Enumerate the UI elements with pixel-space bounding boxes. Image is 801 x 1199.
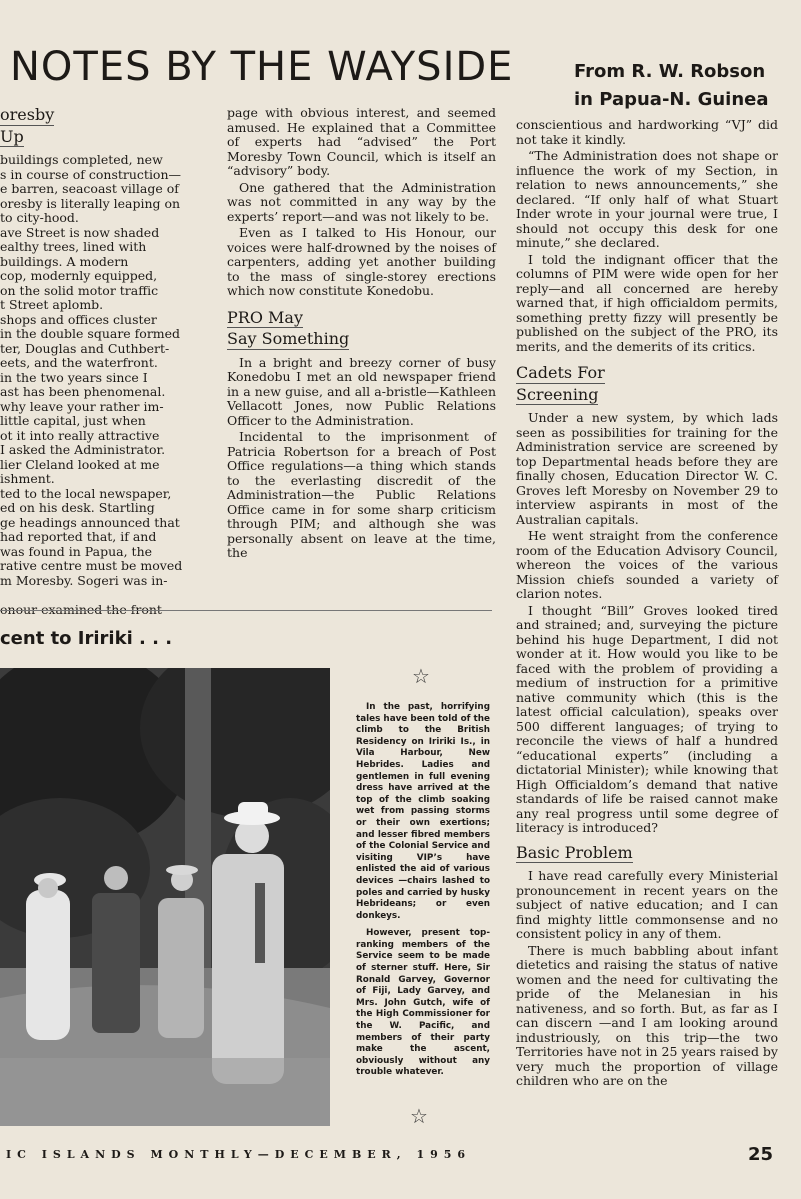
paragraph: I told the indignant officer that the columns of PIM were wide open for her reply—and all concerned are hereby warned that, if high officialdom permits, something pretty fizzy will presently be published on the subject of the PRO, its merits, and the demerits of its critics.: [516, 251, 778, 354]
text-line: rative centre must be moved: [0, 558, 183, 573]
text-line: I asked the Administrator.: [0, 442, 166, 457]
text-line: s in course of construction—: [0, 166, 182, 182]
text-line: onour examined the front: [0, 601, 162, 617]
text-line: ge headings announced that: [0, 514, 180, 530]
paragraph: I have read carefully every Ministerial pronouncement in recent years on the subject of native education; and I can find mighty little commonsense and no consistent policy in any of them.: [516, 868, 778, 941]
text-line: oresby is literally leaping on: [0, 195, 181, 211]
page-number: 25: [748, 1144, 774, 1165]
section-heading: Basic Problem: [516, 842, 633, 862]
star-ornament-bottom: ☆: [410, 1104, 428, 1128]
text-line: had reported that, if and: [0, 529, 157, 544]
column-3: [516, 118, 778, 1091]
divider: [0, 610, 492, 611]
star-ornament-top: ☆: [412, 664, 430, 688]
text-line: in the double square formed: [0, 326, 181, 341]
text-line: m Moresby. Sogeri was in-: [0, 572, 168, 588]
paragraph: Incidental to the imprisonment of Patricia Robertson for a breach of Post Office regulations—a thing which stands to the everlasting discredit of the Administration—the Public Relations Office came in for some sharp criticism through PIM; and although she was personally absent on leave at the time, the: [227, 429, 496, 560]
masthead-title: NOTES BY THE WAYSIDE: [10, 44, 514, 90]
text-line: ave Street is now shaded: [0, 224, 160, 240]
paragraph: I thought “Bill” Groves looked tired and strained; and, surveying the picture behind his huge Department, I did not wonder at it. How would you like to be faced with the problem of providing a medium of instruction for a primitive native community which (this is the latest official calculation), speaks over 500 different languages; of trying to reconcile the views of half a hundred “educational experts” (including a dictatorial Minister); while knowing that High Officialdom’s demand that native standards of life be raised cannot make any real progress until some degree of literacy is introduced?: [516, 602, 778, 835]
section-heading-cadets: [516, 363, 778, 405]
section-heading: oresby: [0, 105, 55, 124]
section-heading-basic: [516, 842, 778, 864]
text-line: [0, 588, 207, 603]
caption-paragraph: However, present top-ranking members of the Service seem to be made of sterner stuff. Here, Sir Ronald Garvey, Governor of Fiji, Lady Garvey, and Mrs. John Gutch, wife of the High Commissioner for the W. Pacific, and members of their party make the ascent, obviously without any trouble whatever.: [356, 928, 490, 1078]
text-line: ast has been phenomenal.: [0, 384, 166, 399]
text-line: ed on his desk. Startling: [0, 500, 155, 515]
paragraph: Under a new system, by which lads seen as possibilities for training for the Administration service are screened by top Departmental heads before they are finally chosen, Education Director W. C. Groves left Moresby on November 29 to interview aspirants in most of the Australian capitals.: [516, 410, 778, 527]
paragraph: In a bright and breezy corner of busy Konedobu I met an old newspaper friend in a new guise, and all a-bristle—Kathleen Vellacott Jones, now Public Relations Officer to the Administration.: [227, 354, 496, 428]
text-line: cop, modernly equipped,: [0, 268, 158, 283]
paragraph: Even as I talked to His Honour, our voices were half-drowned by the noises of carpenters, adding yet another building to the mass of single-storey erections which now constitute Konedobu.: [227, 225, 496, 298]
text-line: t Street aplomb.: [0, 297, 104, 312]
text-line: buildings completed, new: [0, 152, 163, 167]
text-line: on the solid motor traffic: [0, 282, 159, 298]
text-line: buildings. A modern: [0, 253, 129, 269]
text-line: to city-hood.: [0, 210, 79, 225]
section-heading: Up: [0, 126, 24, 146]
photograph-illustration: [0, 668, 330, 1126]
section-heading: Say Something: [227, 329, 350, 348]
text-line: shops and offices cluster: [0, 311, 157, 327]
text-line: ter, Douglas and Cuthbert-: [0, 340, 170, 356]
paragraph: One gathered that the Administration was not committed in any way by the experts’ report—and was not likely to be.: [227, 179, 496, 224]
text-line: was found in Papua, the: [0, 543, 153, 559]
text-line: ot it into really attractive: [0, 427, 160, 443]
paragraph: “The Administration does not shape or influence the work of my Section, in relation to news announcements,” she declared. “If only half of what Stuart Inder wrote in your journal were true, I should not occupy this desk for one minute,” she declared.: [516, 148, 778, 250]
text-line: why leave your rather im-: [0, 398, 164, 414]
text-line: ealthy trees, lined with: [0, 239, 147, 254]
text-line: lier Cleland looked at me: [0, 456, 160, 472]
text-line: eets, and the waterfront.: [0, 355, 158, 370]
text-line: little capital, just when: [0, 413, 146, 428]
column-1-text: [0, 153, 207, 617]
section-heading: PRO May: [227, 307, 303, 327]
section-heading-pro: [227, 307, 496, 350]
column-1: [0, 102, 207, 617]
section-heading: Screening: [516, 384, 599, 404]
photo-title: cent to Iririki . . .: [0, 628, 173, 649]
photo-caption: [356, 702, 490, 1085]
paragraph: He went straight from the conference room of the Education Advisory Council, whereon the voices of the various Mission chiefs sounded a variety of clarion notes.: [516, 528, 778, 601]
text-line: in the two years since I: [0, 369, 148, 385]
column-1-heading: [0, 105, 207, 147]
byline-line-1: From R. W. Robson: [574, 61, 766, 82]
paragraph: There is much babbling about infant dietetics and raising the status of native women and the need for cultivating the pride of the Melanesian in his nativeness, and so forth. But, as far as I can discern —and I am looking around industriously, on this trip—the two Territories have not in 25 years raised by very much the proportion of village children who are on the: [516, 942, 778, 1088]
text-line: ted to the local newspaper,: [0, 485, 172, 501]
footer-running-title: IC ISLANDS MONTHLY—DECEMBER, 1956: [6, 1148, 472, 1161]
byline-line-2: in Papua-N. Guinea: [574, 89, 769, 110]
byline: [574, 58, 769, 114]
paragraph: conscientious and hardworking “VJ” did not take it kindly.: [516, 117, 778, 147]
paragraph: page with obvious interest, and seemed amused. He explained that a Committee of experts had “advised” the Port Moresby Town Council, which is itself an “advisory” body.: [227, 105, 496, 178]
photograph: [0, 668, 330, 1126]
text-line: ishment.: [0, 471, 55, 486]
caption-paragraph: In the past, horrifying tales have been told of the climb to the British Residency on Iririki Is., in Vila Harbour, New Hebrides. Ladies and gentlemen in full evening dress have arrived at the top of the climb soaking wet from passing storms or their own exertions; and lesser fibred members of the Colonial Service and visiting VIP’s have enlisted the aid of various devices —chairs lashed to poles and carried by husky Hebrideans; or even donkeys.: [356, 702, 490, 921]
column-2: [227, 106, 496, 563]
text-line: e barren, seacoast village of: [0, 181, 179, 196]
section-heading: Cadets For: [516, 363, 605, 382]
